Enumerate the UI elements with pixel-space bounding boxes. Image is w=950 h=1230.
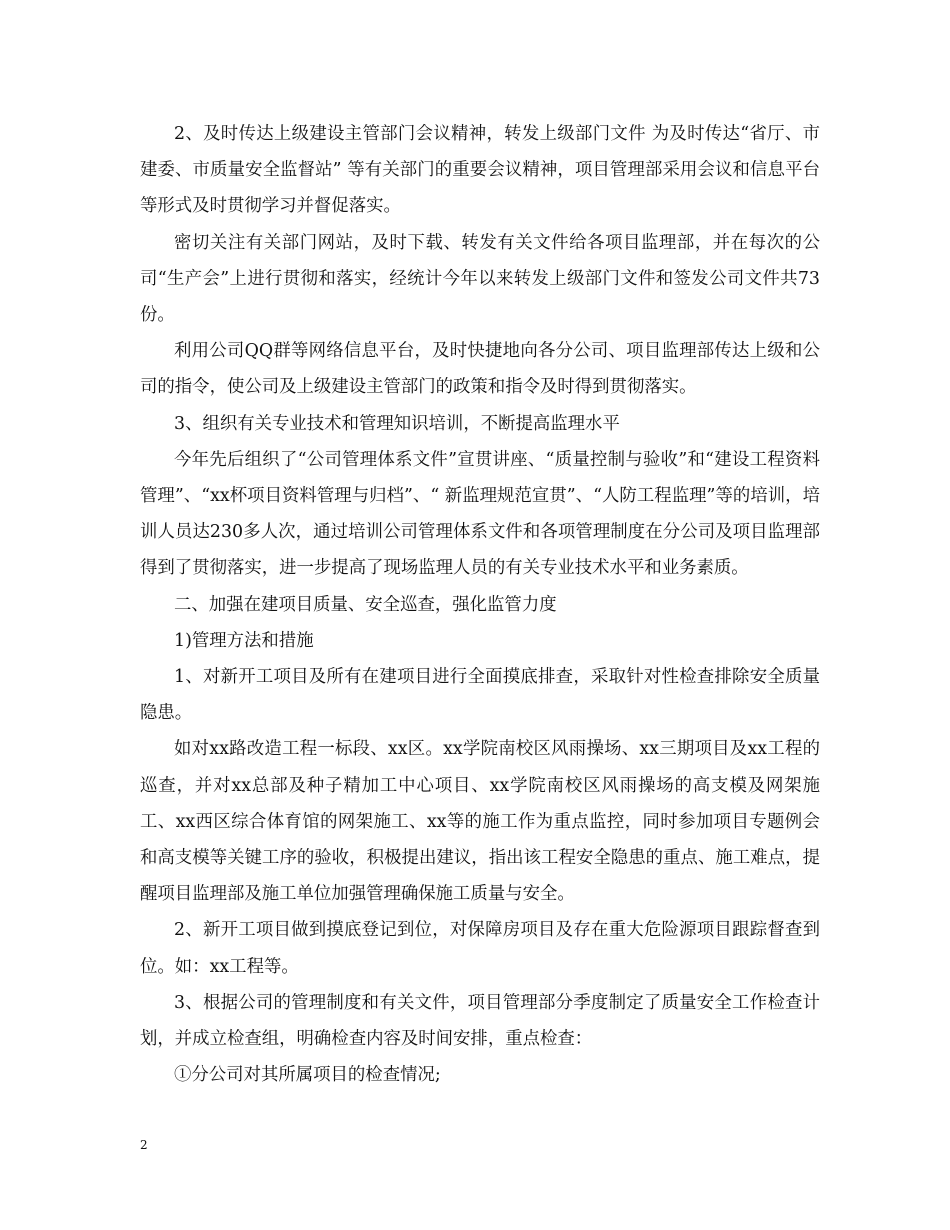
document-body [140, 116, 820, 1093]
paragraph: 如对xx路改造工程一标段、xx区。xx学院南校区风雨操场、xx三期项目及xx工程的巡查，并对xx总部及种子精加工中心项目、xx学院南校区风雨操场的高支模及网架施工、xx西区综合体育馆的网架施工、xx等的施工作为重点监控，同时参加项目专题例会和高支模等关键工序的验收，积极提出建议，指出该工程安全隐患的重点、施工难点，提醒项目监理部及施工单位加强管理确保施工质量与安全。 [140, 739, 820, 905]
paragraph: 今年先后组织了“公司管理体系文件”宣贯讲座、“质量控制与验收”和“建设工程资料管理”、“xx杯项目资料管理与归档”、“ 新监理规范宣贯”、“人防工程监理”等的培训，培训人员达230多人次，通过培训公司管理体系文件和各项管理制度在分公司及项目监理部得到了贯彻落实，进一步提高了现场监理人员的有关专业技术水平和业务素质。 [140, 449, 820, 579]
section-heading: 二、加强在建项目质量、安全巡查，强化监管力度 [174, 594, 557, 615]
paragraph: 利用公司QQ群等网络信息平台，及时快捷地向各分公司、项目监理部传达上级和公司的指令，使公司及上级建设主管部门的政策和指令及时得到贯彻落实。 [140, 341, 820, 398]
subsection-heading: 1)管理方法和措施 [174, 630, 314, 651]
paragraph: 2、新开工项目做到摸底登记到位，对保障房项目及存在重大危险源项目跟踪督查到位。如：xx工程等。 [140, 920, 820, 977]
paragraph: 密切关注有关部门网站，及时下载、转发有关文件给各项目监理部，并在每次的公司“生产会”上进行贯彻和落实，经统计今年以来转发上级部门文件和签发公司文件共73份。 [140, 232, 820, 326]
list-item: ①分公司对其所属项目的检查情况; [174, 1065, 441, 1086]
paragraph: 3、根据公司的管理制度和有关文件，项目管理部分季度制定了质量安全工作检查计划，并成立检查组，明确检查内容及时间安排，重点检查： [140, 992, 820, 1050]
paragraph: 1、对新开工项目及所有在建项目进行全面摸底排查，采取针对性检查排除安全质量隐患。 [140, 667, 820, 724]
section-heading: 3、组织有关专业技术和管理知识培训，不断提高监理水平 [174, 413, 620, 434]
page-number: 2 [140, 1138, 148, 1152]
paragraph: 2、及时传达上级建设主管部门会议精神，转发上级部门文件 为及时传达“省厅、市建委、市质量安全监督站” 等有关部门的重要会议精神，项目管理部采用会议和信息平台等形式及时贯彻学习并督促落实。 [140, 124, 820, 217]
